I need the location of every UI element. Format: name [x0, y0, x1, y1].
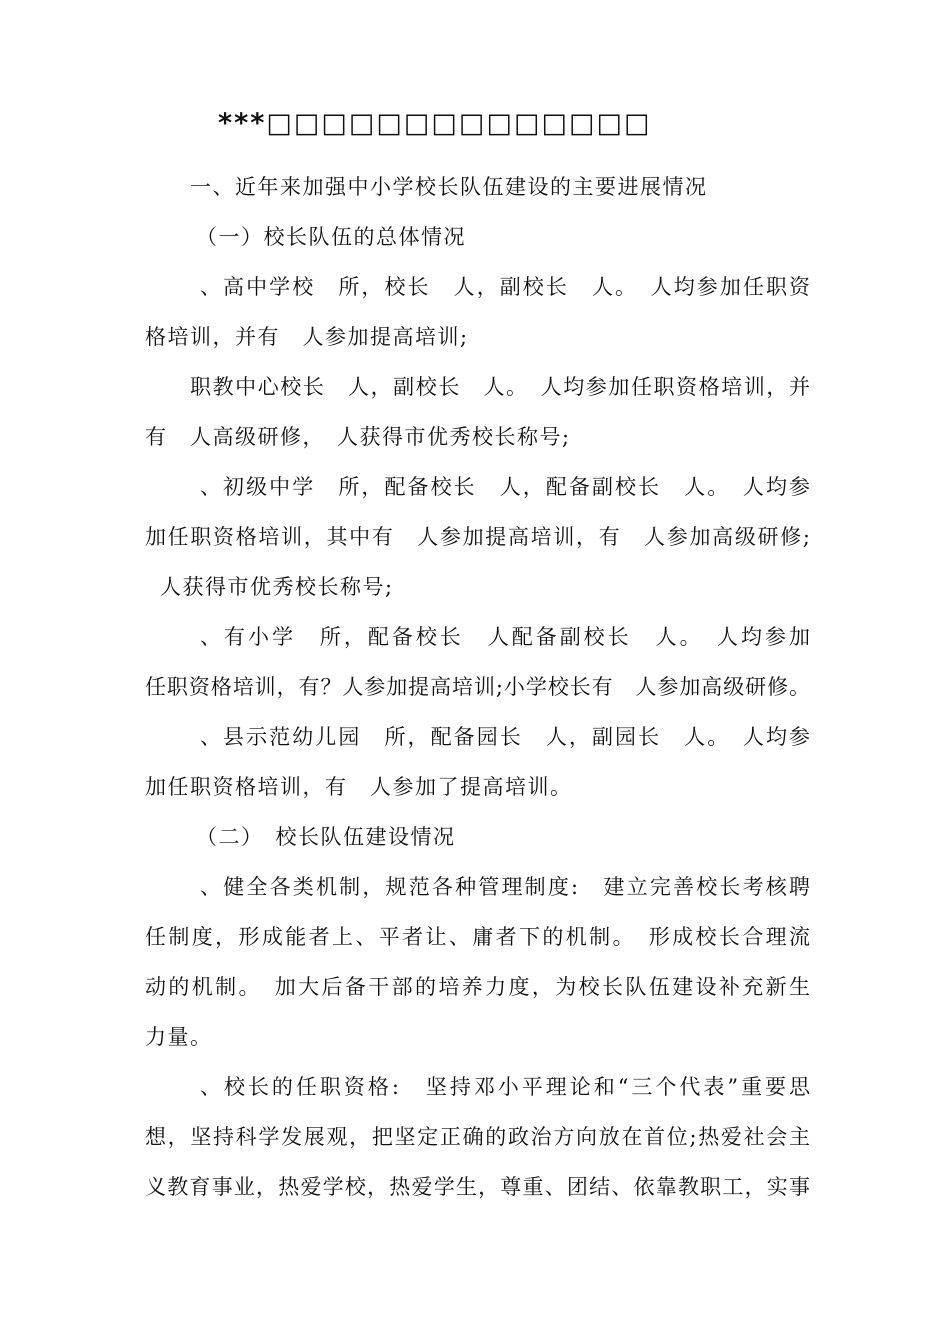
paragraph-line: 任制度，形成能者上、平者让、庸者下的机制。 形成校长合理流 [145, 925, 810, 949]
paragraph-line: 加任职资格培训，有 人参加了提高培训。 [145, 775, 573, 799]
paragraph-line: 、健全各类机制，规范各种管理制度: 建立完善校长考核聘 [200, 875, 810, 899]
subsection-heading-2: （二） 校长队伍建设情况 [196, 825, 456, 849]
subsection-heading-1: （一）校长队伍的总体情况 [196, 225, 466, 249]
paragraph-line: 有 人高级研修， 人获得市优秀校长称号; [145, 425, 571, 449]
paragraph-line: 职教中心校长 人，副校长 人。 人均参加任职资格培训，并 [190, 375, 810, 399]
paragraph-line: 力量。 [145, 1025, 213, 1049]
paragraph-line: 、校长的任职资格: 坚持邓小平理论和“三个代表”重要思 [200, 1075, 810, 1099]
paragraph-line: 加任职资格培训，其中有 人参加提高培训，有 人参加高级研修; [145, 525, 810, 549]
paragraph-line: 、高中学校 所，校长 人，副校长 人。 人均参加任职资 [200, 275, 810, 299]
document-title: ***□□□□□□□□□□□□□□ [218, 108, 652, 139]
paragraph-line: 、初级中学 所，配备校长 人，配备副校长 人。 人均参 [200, 475, 810, 499]
paragraph-line: 格培训，并有 人参加提高培训; [145, 325, 469, 349]
section-heading-1: 一、近年来加强中小学校长队伍建设的主要进展情况 [190, 175, 708, 199]
paragraph-line: 人获得市优秀校长称号; [160, 575, 394, 599]
paragraph-line: 、有小学 所，配备校长 人配备副校长 人。 人均参加 [200, 625, 810, 649]
paragraph-line: 、县示范幼儿园 所，配备园长 人，副园长 人。 人均参 [200, 725, 810, 749]
paragraph-line: 想，坚持科学发展观，把坚定正确的政治方向放在首位;热爱社会主 [145, 1125, 810, 1149]
paragraph-line: 义教育事业，热爱学校，热爱学生，尊重、团结、依靠教职工，实事 [145, 1175, 810, 1199]
paragraph-line: 动的机制。 加大后备干部的培养力度，为校长队伍建设补充新生 [145, 975, 810, 999]
paragraph-line: 任职资格培训，有？人参加提高培训;小学校长有 人参加高级研修。 [145, 675, 810, 699]
